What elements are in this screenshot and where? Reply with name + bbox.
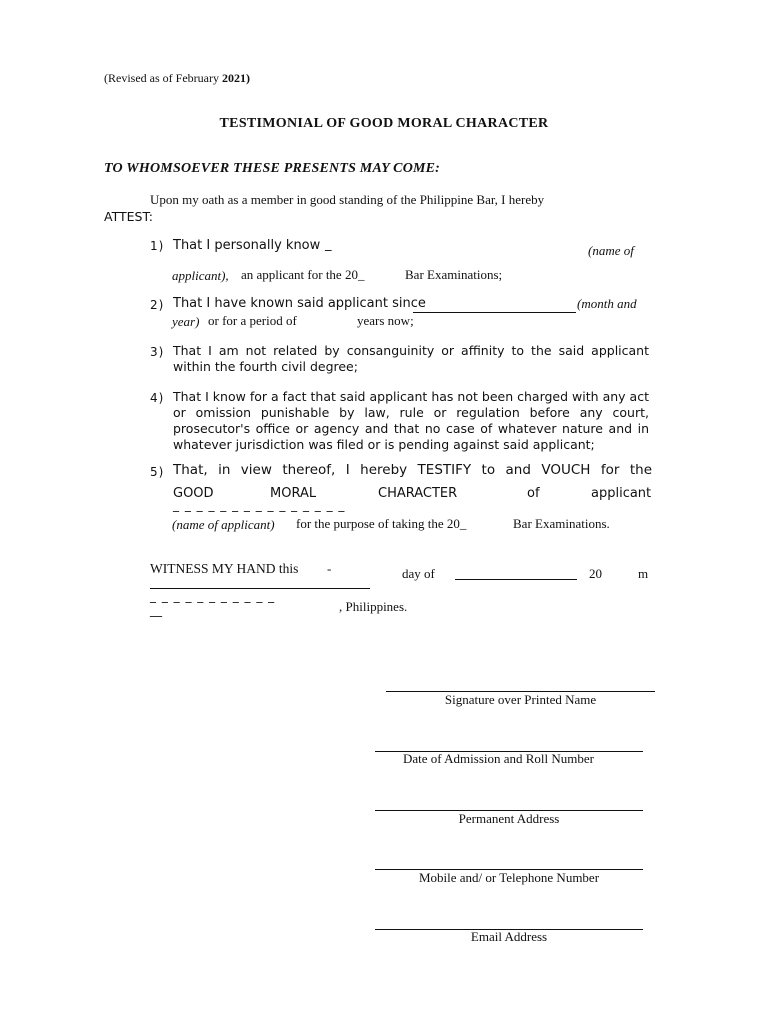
- item-5-line-1: That, in view thereof, I hereby TESTIFY to and VOUCH for the: [173, 462, 652, 478]
- since-blank[interactable]: [413, 298, 576, 313]
- item-1-bar-exams: Bar Examinations;: [405, 267, 503, 282]
- item-5-good: GOOD: [173, 486, 214, 501]
- item-3-number: 3): [150, 345, 165, 359]
- item-5-bar-exams: Bar Examinations.: [513, 516, 610, 531]
- item-5-purpose: for the purpose of taking the 20_: [296, 516, 467, 531]
- item-2-month-hint: (month and: [577, 296, 637, 311]
- item-5-moral: MORAL: [270, 486, 317, 501]
- item-5-name-hint: (name of applicant): [172, 517, 275, 532]
- witness-place-dash-2: __: [150, 603, 162, 617]
- witness-place: , Philippines.: [339, 599, 408, 614]
- item-2-year-hint: year): [172, 314, 200, 329]
- witness-day-of: day of: [402, 566, 435, 581]
- phone-label: Mobile and/ or Telephone Number: [418, 870, 600, 885]
- salutation: TO WHOMSOEVER THESE PRESENTS MAY COME:: [104, 161, 441, 176]
- document-title: TESTIMONIAL OF GOOD MORAL CHARACTER: [219, 116, 549, 131]
- witness-place-dashes[interactable]: _ _ _ _ _ _ _ _ _ _ _: [150, 589, 276, 603]
- item-4-text: That I know for a fact that said applicant has not been charged with any act or omission punishable by law, rule or regulation before any court, prosecutor's office or agency and that no case of whatever nature and in whatever jurisdiction was filed or is pending against said applicant;: [173, 389, 649, 452]
- signature-label: Signature over Printed Name: [444, 692, 597, 707]
- item-1-name-hint: (name of: [588, 243, 634, 258]
- witness-year: 20: [589, 566, 602, 581]
- revision-prefix: (Revised as of February: [104, 71, 222, 85]
- address-label: Permanent Address: [458, 811, 560, 826]
- witness-dash: -: [327, 561, 332, 576]
- item-2-period: or for a period of: [208, 313, 297, 328]
- item-5-number: 5): [150, 465, 165, 479]
- witness-label: WITNESS MY HAND this: [150, 561, 299, 576]
- item-5-of: of: [527, 486, 540, 501]
- revision-year: 2021): [221, 71, 250, 85]
- item-1-number: 1): [150, 239, 165, 253]
- item-3-text: That I am not related by consanguinity or affinity to the said applicant within the fourth civil degree;: [173, 343, 649, 374]
- item-5-character: CHARACTER: [378, 486, 458, 501]
- item-5-applicant: applicant: [591, 486, 652, 501]
- intro-line-1: Upon my oath as a member in good standing of the Philippine Bar, I hereby: [150, 192, 545, 207]
- item-1-text: That I personally know: [173, 238, 321, 253]
- email-label: Email Address: [470, 929, 548, 944]
- item-2-number: 2): [150, 298, 165, 312]
- revision-note: [104, 71, 250, 86]
- item-2-text: That I have known said applicant since: [173, 296, 426, 311]
- witness-m: m: [638, 566, 649, 581]
- witness-month-blank[interactable]: [455, 565, 577, 580]
- item-5-name-dashes[interactable]: _ _ _ _ _ _ _ _ _ _ _ _ _ _ _: [173, 498, 346, 512]
- item-4-number: 4): [150, 391, 165, 405]
- intro-line-2: ATTEST:: [104, 209, 153, 224]
- item-1-dash: _: [325, 237, 332, 252]
- item-1-applicant-hint: applicant),: [172, 268, 229, 283]
- item-1-exam-year: an applicant for the 20_: [241, 267, 365, 282]
- item-2-years-now: years now;: [357, 313, 414, 328]
- admission-label: Date of Admission and Roll Number: [403, 751, 595, 766]
